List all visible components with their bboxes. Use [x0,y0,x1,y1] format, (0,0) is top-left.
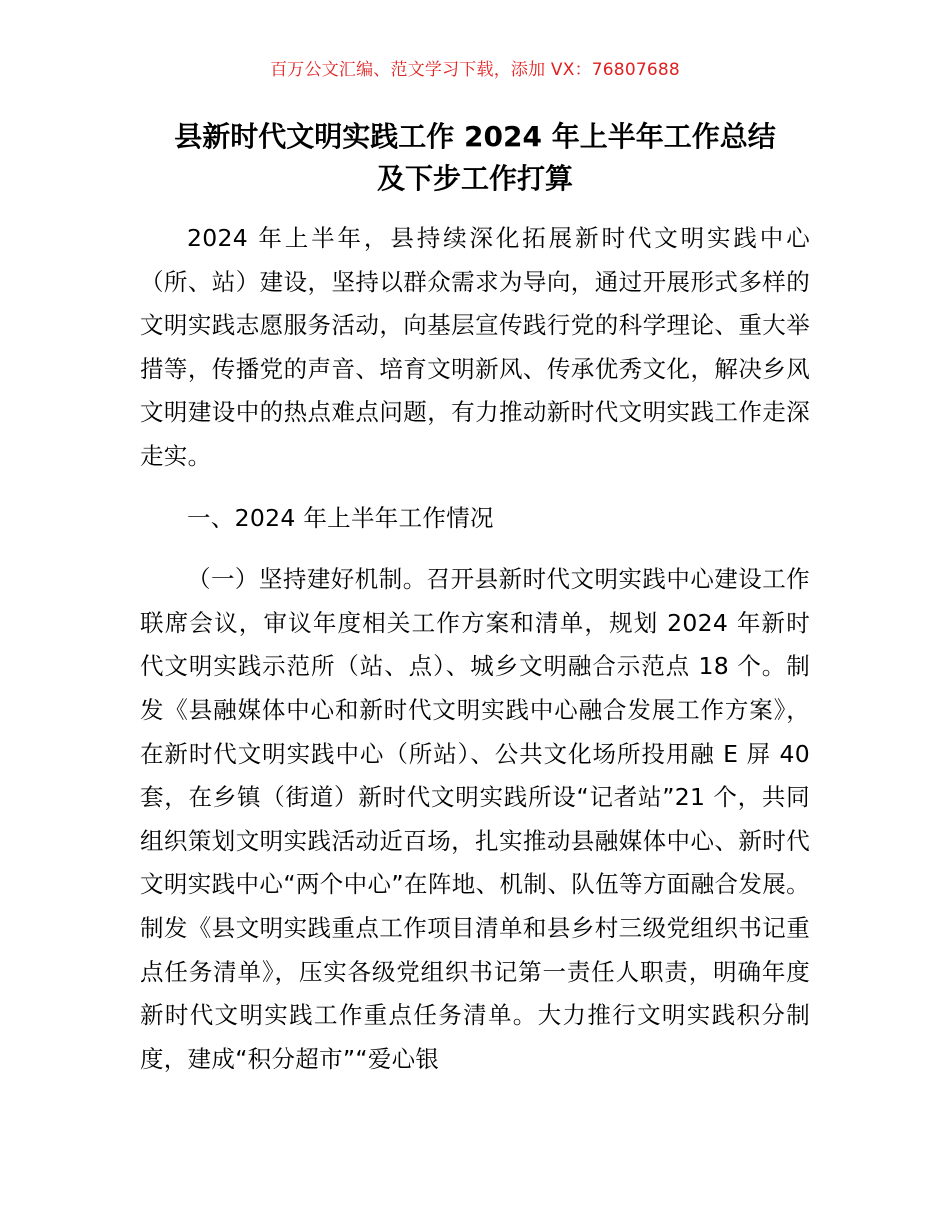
intro-paragraph: 2024 年上半年，县持续深化拓展新时代文明实践中心（所、站）建设，坚持以群众需求为导向，通过开展形式多样的文明实践志愿服务活动，向基层宣传践行党的科学理论、重大举措等，传播党的声音、培育文明新风、传承优秀文化，解决乡风文明建设中的热点难点问题，有力推动新时代文明实践工作走深走实。 [140,224,810,470]
document-title [120,116,830,200]
title-line-1: 县新时代文明实践工作 2024 年上半年工作总结 [174,120,776,153]
section-heading: 一、2024 年上半年工作情况 [187,503,494,532]
header-watermark-note: 百万公文汇编、范文学习下载，添加 VX：76807688 [270,60,680,80]
document-body [140,217,810,1081]
title-line-2: 及下步工作打算 [376,162,573,195]
section-paragraph: （一）坚持建好机制。召开县新时代文明实践中心建设工作联席会议，审议年度相关工作方案和清单，规划 2024 年新时代文明实践示范所（站、点）、城乡文明融合示范点 18 个。制发《县融媒体中心和新时代文明实践中心融合发展工作方案》，在新时代文明实践中心（所站）、公共文化场所投用融 E 屏 40 套，在乡镇（街道）新时代文明实践所设“记者站”21 个，共同组织策划文明实践活动近百场，扎实推动县融媒体中心、新时代文明实践中心“两个中心”在阵地、机制、队伍等方面融合发展。制发《县文明实践重点工作项目清单和县乡村三级党组织书记重点任务清单》，压实各级党组织书记第一责任人职责，明确年度新时代文明实践工作重点任务清单。大力推行文明实践积分制度，建成“积分超市”“爱心银 [140,565,810,1073]
